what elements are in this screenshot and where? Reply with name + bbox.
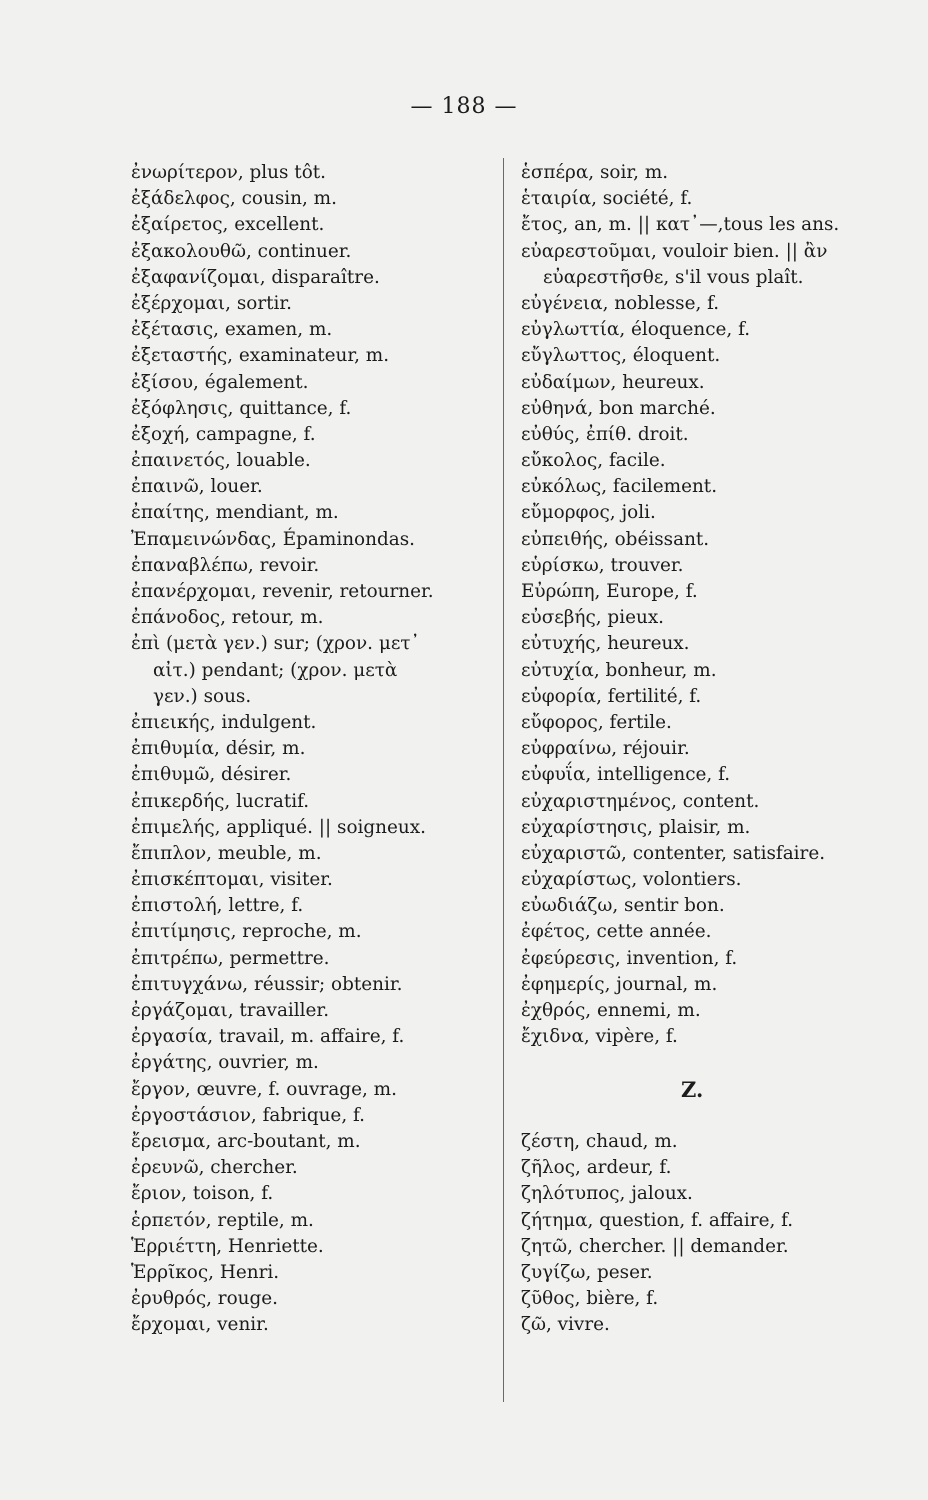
dictionary-entry: ζηλότυπος, jaloux.: [521, 1183, 693, 1205]
dictionary-entry: ζῦθος, bière, f.: [521, 1288, 659, 1310]
section-zeta: [521, 1129, 906, 1339]
dictionary-entry: εὔμορφος, joli.: [521, 502, 656, 524]
dictionary-entry: εὐχαρίστησις, plaisir, m.: [521, 816, 751, 838]
dictionary-entry: ἑρπετόν, reptile, m.: [131, 1209, 314, 1231]
dictionary-entry: εὐχαριστημένος, content.: [521, 790, 760, 812]
dictionary-entry: ἔργον, œuvre, f. ouvrage, m.: [131, 1078, 397, 1100]
dictionary-entry: εὐωδιάζω, sentir bon.: [521, 895, 725, 917]
page-number: — 188 —: [410, 94, 518, 119]
dictionary-entry: εὐαρεστοῦμαι, vouloir bien. || ἂν: [521, 240, 828, 262]
dictionary-entry: ἐργάζομαι, travailler.: [131, 1000, 330, 1021]
dictionary-entry: εὐκόλως, facilement.: [521, 476, 718, 498]
dictionary-entry: ζητῶ, chercher. || demander.: [521, 1235, 789, 1257]
dictionary-entry: ἔτος, an, m. || κατ᾽—,tous les ans.: [521, 214, 840, 236]
dictionary-entry: εὐθηνά, bon marché.: [521, 397, 716, 419]
dictionary-entry: εὐπειθής, obéissant.: [521, 528, 710, 550]
dictionary-entry: ἔπιπλον, meuble, m.: [131, 842, 322, 864]
dictionary-entry: ἐξέρχομαι, sortir.: [131, 292, 293, 314]
dictionary-entry: ἐξακολουθῶ, continuer.: [131, 240, 352, 262]
dictionary-entry: εὐφυΐα, intelligence, f.: [521, 764, 731, 786]
dictionary-entry: ἐπανέρχομαι, revenir, retourner.: [131, 581, 434, 602]
dictionary-entry: ἔρχομαι, venir.: [131, 1314, 269, 1336]
dictionary-entry: ἔχιδνα, vipère, f.: [521, 1026, 678, 1048]
dictionary-entry: εὐαρεστῆσθε, s'il vous plaît.: [543, 266, 804, 288]
dictionary-entry: ἐπιτίμησις, reproche, m.: [131, 921, 362, 943]
dictionary-entry: ἐξοχή, campagne, f.: [131, 423, 316, 445]
dictionary-entry: ἐρυθρός, rouge.: [131, 1288, 279, 1310]
dictionary-entry: ἐξέτασις, examen, m.: [131, 319, 333, 341]
dictionary-entry: ἐνωρίτερον, plus tôt.: [131, 162, 327, 183]
dictionary-entry: ζῆλος, ardeur, f.: [521, 1157, 672, 1179]
dictionary-entry: Ἐπαμεινώνδας, Épaminondas.: [131, 528, 415, 550]
dictionary-entry: εὐγένεια, noblesse, f.: [521, 292, 720, 314]
dictionary-entry: εὐχαριστῶ, contenter, satisfaire.: [521, 842, 826, 864]
dictionary-entry: ἐπιτυγχάνω, réussir; obtenir.: [131, 973, 403, 995]
dictionary-entry: εὔκολος, facile.: [521, 450, 666, 472]
dictionary-entry: ἑσπέρα, soir, m.: [521, 162, 669, 183]
dictionary-entry: ἐπὶ (μετὰ γεν.) sur; (χρον. μετ᾽: [131, 633, 420, 655]
dictionary-entry: ἐφεύρεσις, invention, f.: [521, 947, 738, 969]
dictionary-entry: εὐτυχής, heureux.: [521, 633, 690, 655]
dictionary-entry: ἐπιθυμία, désir, m.: [131, 738, 306, 760]
dictionary-entry: ἐχθρός, ennemi, m.: [521, 1000, 701, 1021]
dictionary-entry: Ἑρριέττη, Henriette.: [131, 1235, 324, 1257]
dictionary-entry: Ἑρρῖκος, Henri.: [131, 1261, 280, 1283]
dictionary-entry: ἐφέτος, cette année.: [521, 921, 712, 943]
dictionary-entry: ἐπιστολή, lettre, f.: [131, 895, 304, 917]
dictionary-entry: ἐπάνοδος, retour, m.: [131, 607, 324, 629]
dictionary-entry: εὑρίσκω, trouver.: [521, 554, 684, 576]
dictionary-entry: ἐπαινῶ, louer.: [131, 476, 263, 498]
dictionary-entry: ἐφημερίς, journal, m.: [521, 973, 718, 995]
letter-heading-z: Z.: [681, 1076, 704, 1102]
dictionary-entry: Εὐρώπη, Europe, f.: [521, 581, 698, 602]
dictionary-entry: ζυγίζω, peser.: [521, 1261, 653, 1283]
dictionary-entry: εὐθύς, ἐπίθ. droit.: [521, 423, 689, 445]
left-column: [131, 160, 493, 1338]
dictionary-entry: εὔγλωττος, éloquent.: [521, 345, 721, 367]
dictionary-entry: αἰτ.) pendant; (χρον. μετὰ: [153, 659, 398, 681]
dictionary-entry: ἐξαφανίζομαι, disparaître.: [131, 266, 380, 288]
dictionary-entry: ἐπαναβλέπω, revoir.: [131, 554, 320, 576]
dictionary-entry: ἐξεταστής, examinateur, m.: [131, 345, 390, 367]
dictionary-entry: ἐπαίτης, mendiant, m.: [131, 502, 339, 524]
dictionary-entry: εὐφραίνω, réjouir.: [521, 738, 690, 760]
dictionary-entry: εὐγλωττία, éloquence, f.: [521, 319, 751, 341]
dictionary-entry: ἐπαινετός, louable.: [131, 450, 311, 472]
dictionary-entry: ἐργασία, travail, m. affaire, f.: [131, 1026, 405, 1048]
dictionary-entry: ἑταιρία, société, f.: [521, 188, 693, 210]
dictionary-entry: ἐξάδελφος, cousin, m.: [131, 188, 337, 210]
dictionary-entry: ἐπικερδής, lucratif.: [131, 790, 310, 812]
dictionary-entry: ἐπιεικής, indulgent.: [131, 711, 317, 733]
dictionary-entry: ζέστη, chaud, m.: [521, 1130, 678, 1152]
dictionary-entry: ἐπιθυμῶ, désirer.: [131, 764, 292, 786]
right-column: [521, 160, 906, 1338]
dictionary-entry: ἐρευνῶ, chercher.: [131, 1157, 298, 1179]
column-divider: [503, 158, 504, 1402]
section-epsilon: [521, 160, 906, 1050]
dictionary-entry: ἐξόφλησις, quittance, f.: [131, 397, 352, 419]
dictionary-entry: εὐσεβής, pieux.: [521, 607, 665, 629]
dictionary-entry: ἐπισκέπτομαι, visiter.: [131, 869, 333, 891]
dictionary-entry: ἐπιμελής, appliqué. || soigneux.: [131, 816, 426, 838]
dictionary-entry: ἐξίσου, également.: [131, 371, 309, 393]
dictionary-entry: ζήτημα, question, f. affaire, f.: [521, 1209, 794, 1231]
dictionary-entry: εὐτυχία, bonheur, m.: [521, 659, 717, 681]
dictionary-entry: ἐξαίρετος, excellent.: [131, 214, 325, 236]
dictionary-entry: εὐχαρίστως, volontiers.: [521, 869, 742, 891]
dictionary-entry: ἐργάτης, ouvrier, m.: [131, 1052, 319, 1074]
dictionary-entry: ἐργοστάσιον, fabrique, f.: [131, 1104, 366, 1126]
dictionary-entry: γεν.) sous.: [153, 685, 252, 707]
dictionary-entry: ζῶ, vivre.: [521, 1314, 610, 1336]
dictionary-entry: ἔρεισμα, arc-boutant, m.: [131, 1130, 361, 1152]
dictionary-entry: εὔφορος, fertile.: [521, 711, 672, 733]
dictionary-entry: ἔριον, toison, f.: [131, 1183, 274, 1205]
dictionary-entry: εὐδαίμων, heureux.: [521, 371, 705, 393]
dictionary-entry: ἐπιτρέπω, permettre.: [131, 947, 330, 969]
dictionary-entry: εὐφορία, fertilité, f.: [521, 685, 702, 707]
